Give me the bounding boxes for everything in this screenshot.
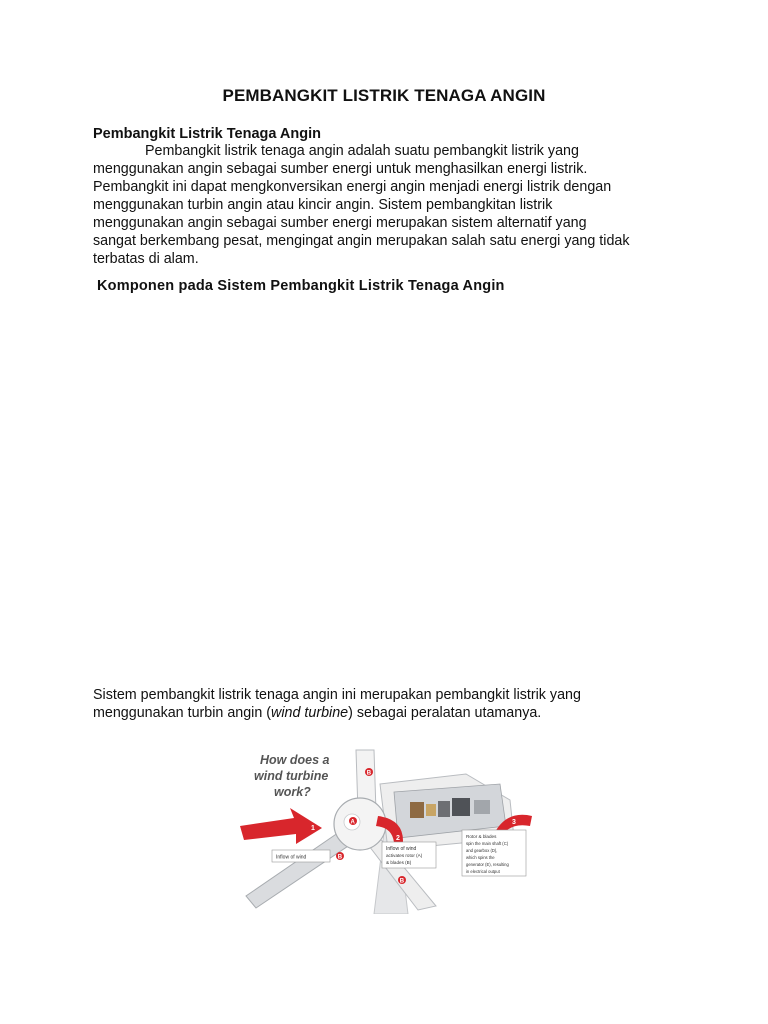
letter-b: B — [337, 854, 343, 861]
label-right-line: spin the main shaft (C) — [466, 841, 509, 846]
figure-heading-line: wind turbine — [254, 769, 329, 783]
text-run: ) sebagai peralatan utamanya. — [348, 705, 542, 721]
turbine-paragraph — [93, 686, 693, 722]
label-rotor-line: activates rotor (A) — [386, 853, 423, 858]
paragraph-line: Sistem pembangkit listrik tenaga angin ini merupakan pembangkit listrik yang — [93, 687, 581, 703]
label-right-line: and gearbox (D), — [466, 848, 498, 853]
paragraph-line: Pembangkit listrik tenaga angin adalah suatu pembangkit listrik yang — [145, 143, 579, 159]
label-right-line: in electrical output — [466, 869, 500, 874]
paragraph-line: sangat berkembang pesat, mengingat angin merupakan salah satu energi yang tidak — [93, 233, 630, 249]
italic-term: wind turbine — [271, 705, 349, 721]
label-inflow: Inflow of wind — [276, 854, 307, 861]
components-heading: Komponen pada Sistem Pembangkit Listrik Tenaga Angin — [97, 278, 505, 294]
label-rotor-line: & blades (B) — [386, 860, 412, 865]
figure-heading-line: work? — [274, 785, 311, 799]
label-right-line: generator (E), resulting — [466, 862, 509, 867]
wind-turbine-diagram — [238, 746, 534, 914]
controller-shape — [474, 800, 490, 814]
paragraph-line: menggunakan turbin angin atau kincir angin. Sistem pembangkitan listrik — [93, 197, 553, 213]
document-title: PEMBANGKIT LISTRIK TENAGA ANGIN — [222, 86, 546, 105]
text-run: menggunakan turbin angin ( — [93, 705, 272, 721]
label-right-line: Rotor & blades — [466, 834, 497, 839]
letter-b: B — [366, 770, 372, 777]
figure-heading-line: How does a — [260, 753, 330, 767]
label-right-line: which spins the — [466, 855, 495, 860]
section-heading: Pembangkit Listrik Tenaga Angin — [93, 126, 322, 142]
intro-paragraph — [93, 142, 693, 268]
paragraph-line: menggunakan angin sebagai sumber energi untuk menghasilkan energi listrik. — [93, 161, 588, 177]
letter-a: A — [350, 819, 355, 826]
shaft-shape — [426, 804, 436, 816]
generator-shape — [438, 801, 450, 817]
label-rotor-line: Inflow of wind — [386, 846, 417, 852]
paragraph-line: terbatas di alam. — [93, 251, 199, 267]
paragraph-line: menggunakan angin sebagai sumber energi merupakan sistem alternatif yang — [93, 215, 587, 231]
generator-housing — [452, 798, 470, 816]
marker-1: 1 — [311, 825, 315, 832]
paragraph-line — [93, 704, 693, 722]
wind-turbine-illustration — [238, 746, 534, 914]
letter-b: B — [399, 878, 405, 885]
gearbox-shape — [410, 802, 424, 818]
marker-3: 3 — [512, 819, 516, 826]
marker-2: 2 — [396, 835, 400, 842]
paragraph-line: Pembangkit ini dapat mengkonversikan energi angin menjadi energi listrik dengan — [93, 179, 612, 195]
